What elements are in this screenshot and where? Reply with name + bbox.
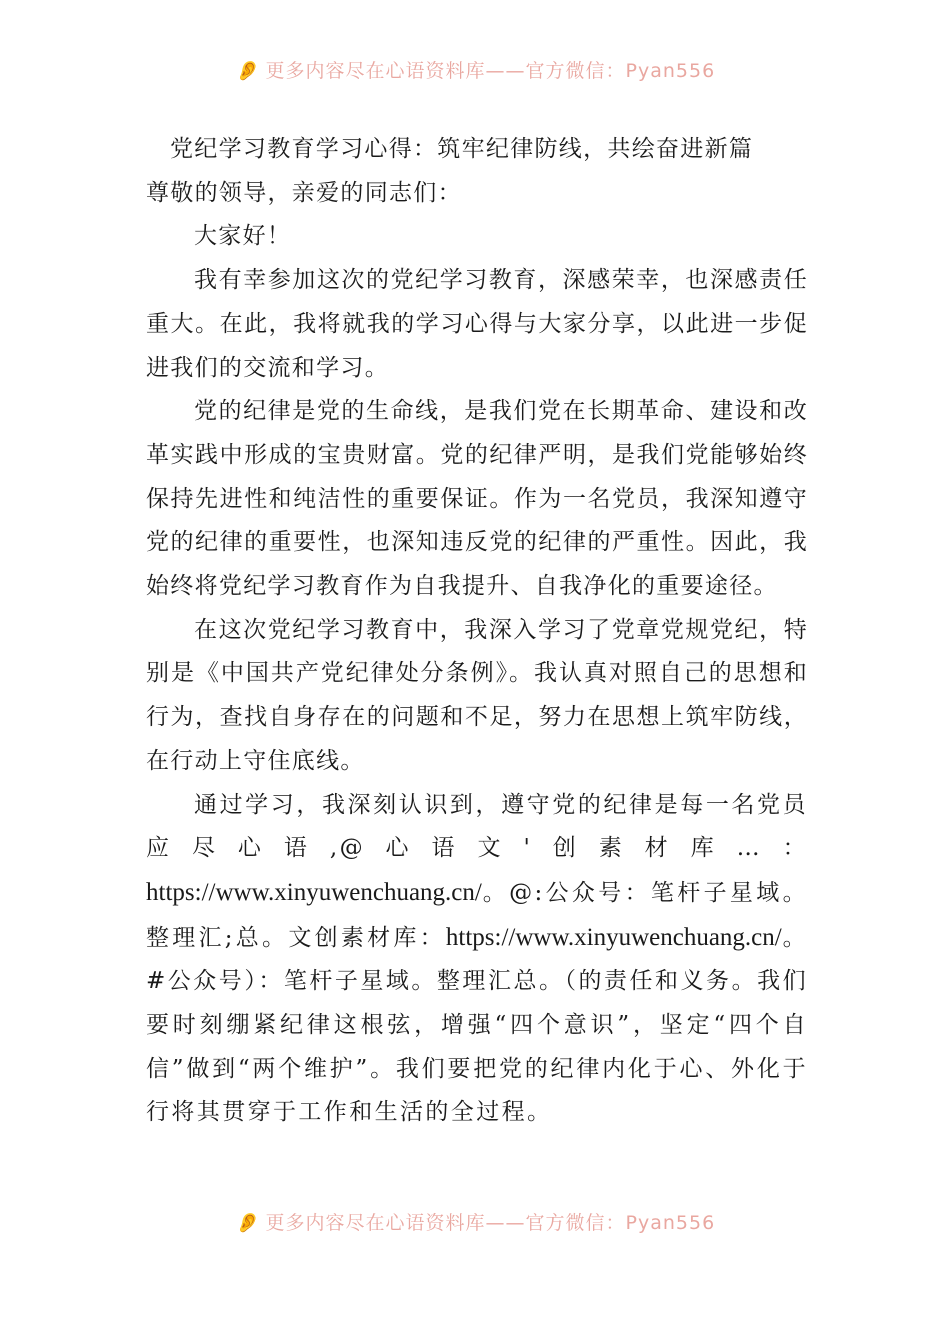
watermark-footer <box>0 1208 950 1235</box>
ear-logo-icon: 👂 <box>234 1212 260 1234</box>
salutation: 尊敬的领导，亲爱的同志们： <box>146 179 462 206</box>
document-title: 党纪学习教育学习心得：筑牢纪律防线，共绘奋进新篇 <box>170 136 754 162</box>
watermark-text: 更多内容尽在心语资料库——官方微信：Pyan556 <box>265 60 716 82</box>
paragraph-3: 在这次党纪学习教育中，我深入学习了党章党规党纪，特别是《中国共产党纪律处分条例》。我认真对照自己的思想和行为，查找自身存在的问题和不足，努力在思想上筑牢防线，在行动上守住底线。 <box>146 616 808 774</box>
greeting: 大家好！ <box>194 223 292 250</box>
paragraph-4-part-1: 通过学习，我深刻认识到，遵守党的纪律是每一名党员应尽心语,@心语文'创素材库…： <box>146 791 808 862</box>
paragraph-4 <box>146 784 808 1136</box>
watermark-text: 更多内容尽在心语资料库——官方微信：Pyan556 <box>265 1212 716 1234</box>
document-body <box>146 128 808 1135</box>
source-url-2: https://www.xinyuwenchuang.cn/ <box>445 923 782 951</box>
ear-logo-icon: 👂 <box>234 60 260 82</box>
paragraph-1: 我有幸参加这次的党纪学习教育，深感荣幸，也深感责任重大。在此，我将就我的学习心得与大家分享，以此进一步促进我们的交流和学习。 <box>146 267 808 381</box>
paragraph-4-part-2: 。@:公众号：笔杆子星域。整理汇;总。文创素材库： <box>146 879 808 951</box>
paragraph-2: 党的纪律是党的生命线，是我们党在长期革命、建设和改革实践中形成的宝贵财富。党的纪律严明，是我们党能够始终保持先进性和纯洁性的重要保证。作为一名党员，我深知遵守党的纪律的重要性，也深知违反党的纪律的严重性。因此，我始终将党纪学习教育作为自我提升、自我净化的重要途径。 <box>146 398 808 600</box>
source-url-1: https://www.xinyuwenchuang.cn/ <box>146 878 482 906</box>
paragraph-4-part-3: 。#公众号）：笔杆子星域。整理汇总。（的责任和义务。我们要时刻绷紧纪律这根弦，增强“四个意识”，坚定“四个自信”做到“两个维护”。我们要把党的纪律内化于心、外化于行将其贯穿于工作和生活的全过程。 <box>146 924 808 1126</box>
watermark-header <box>0 56 950 83</box>
